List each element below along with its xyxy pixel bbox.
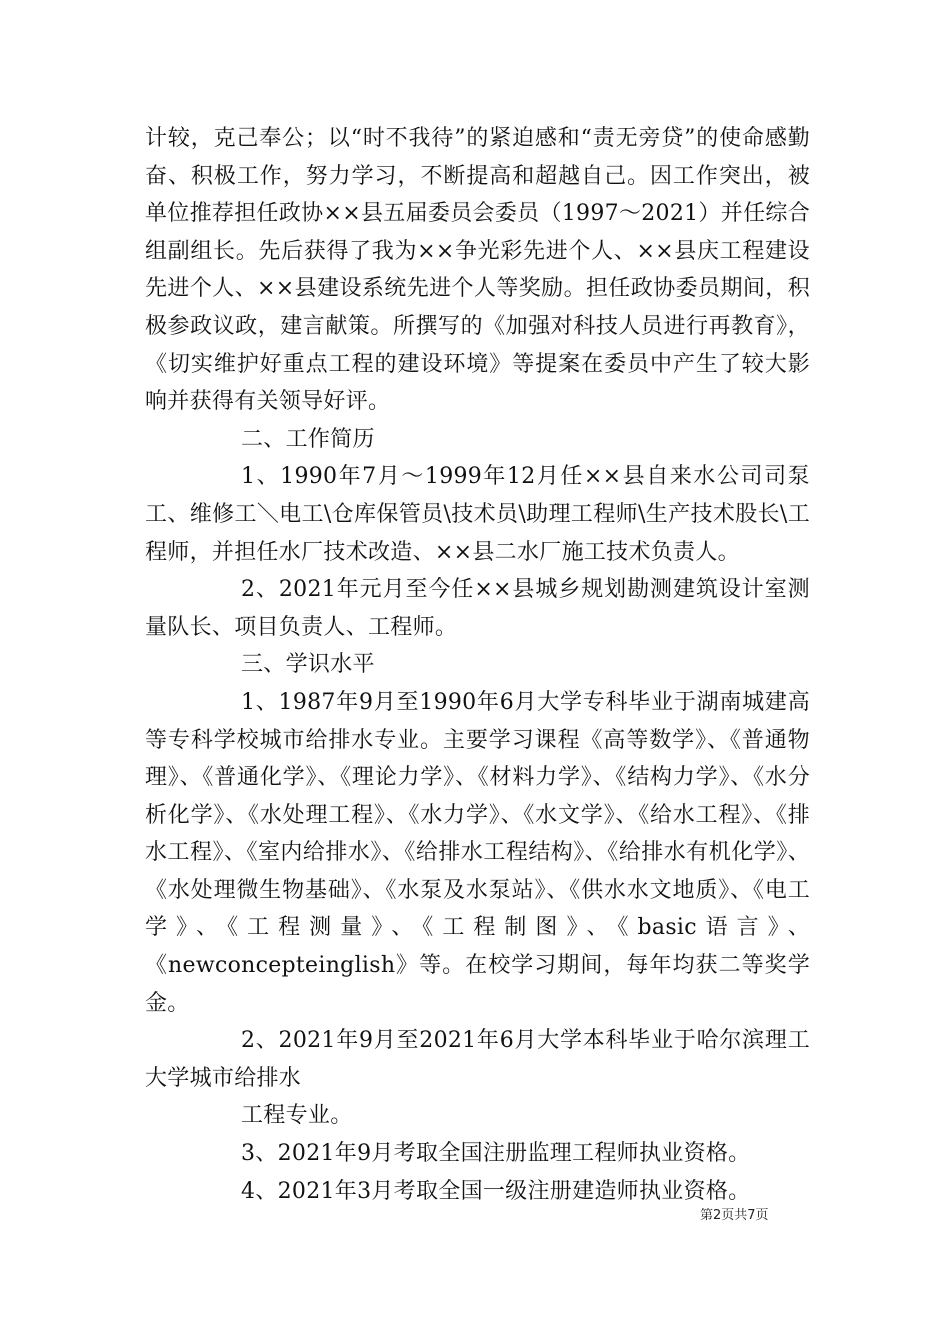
paragraph-education-2-continued: 工程专业。 — [241, 1103, 353, 1129]
paragraph-work-history-2: 2、2021年元月至今任××县城乡规划勘测建筑设计室测量队长、项目负责人、工程师。 — [145, 577, 810, 640]
paragraph-education-1: 1、1987年9月至1990年6月大学专科毕业于湖南城建高等专科学校城市给排水专业。主要学习课程《高等数学》、《普通物理》、《普通化学》、《理论力学》、《材料力学》、《结构力学》、《水分析化学》、《水处理工程》、《水力学》、《水文学》、《给水工程》、《排水工程》、《室内给排水》、《给排水工程结构》、《给排水有机化学》、《水处理微生物基础》、《水泵及水泵站》、《供水水文地质》、《电工学》、《工程测量》、《工程制图》、《basic语言》、《newconcepteinglish》等。在校学习期间，每年均获二等奖学金。 — [145, 689, 810, 1016]
paragraph-commitment: 计较，克己奉公；以“时不我待”的紧迫感和“责无旁贷”的使命感勤奋、积极工作，努力学习，不断提高和超越自己。因工作突出，被单位推荐担任政协××县五届委员会委员（1997～2021）并任综合组副组长。先后获得了我为××争光彩先进个人、××县庆工程建设先进个人、××县建设系统先进个人等奖励。担任政协委员期间，积极参政议政，建言献策。所撰写的《加强对科技人员进行再教育》，《切实维护好重点工程的建设环境》等提案在委员中产生了较大影响并获得有关领导好评。 — [145, 126, 810, 415]
paragraph-work-history-1: 1、1990年7月～1999年12月任××县自来水公司司泵工、维修工＼电工\仓库保管员\技术员\助理工程师\生产技术股长\工程师，并担任水厂技术改造、××县二水厂施工技术负责人。 — [145, 464, 810, 565]
paragraph-qualification-2: 4、2021年3月考取全国一级注册建造师执业资格。 — [241, 1178, 751, 1204]
section-heading-work-history: 二、工作简历 — [241, 426, 375, 452]
page-number-footer: 第2页共7页 — [700, 1208, 769, 1223]
paragraph-education-2: 2、2021年9月至2021年6月大学本科毕业于哈尔滨理工大学城市给排水 — [145, 1028, 810, 1091]
paragraph-qualification-1: 3、2021年9月考取全国注册监理工程师执业资格。 — [241, 1141, 751, 1167]
body-text — [145, 120, 810, 1210]
section-heading-education: 三、学识水平 — [241, 652, 375, 678]
